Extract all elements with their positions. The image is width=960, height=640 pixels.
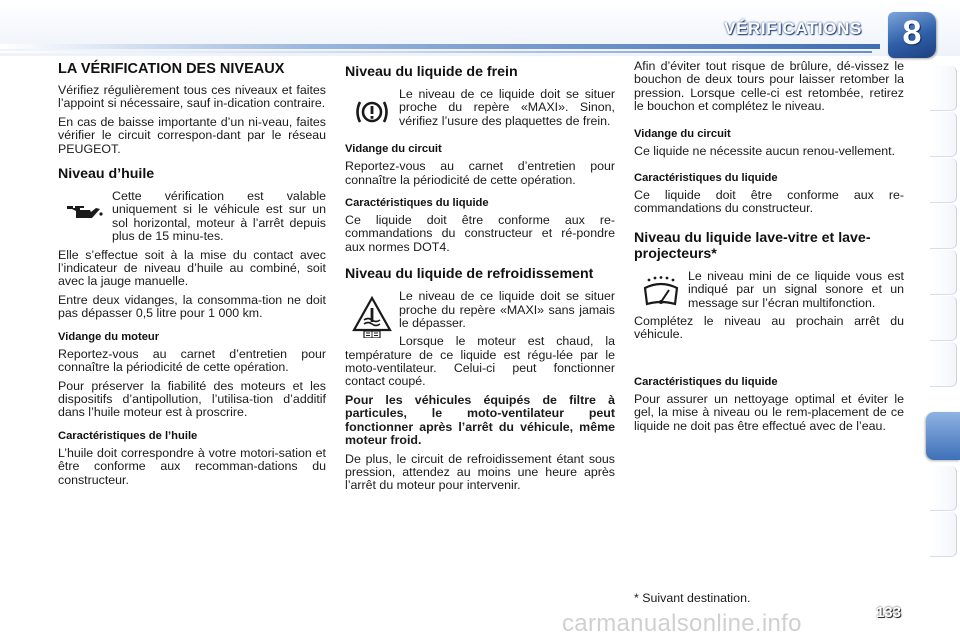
oil-icon-block <box>58 190 326 249</box>
column-middle <box>345 60 615 498</box>
watermark: carmanualsonline.info <box>562 610 802 637</box>
brake-warning-icon <box>345 88 399 126</box>
brake-spec-heading: Caractéristiques du liquide <box>345 197 489 210</box>
washer-icon-block <box>634 270 904 315</box>
chapter-tab-2[interactable] <box>930 112 957 157</box>
engine-drain-heading: Vidange du moteur <box>58 330 160 343</box>
intro-paragraph-2: En cas de baisse importante d’un ni-veau, faites vérifier le circuit correspon-dant par le réseau PEUGEOT. <box>58 114 326 156</box>
header-stripe-thin <box>0 51 872 53</box>
chapter-tab-9[interactable] <box>930 466 957 511</box>
coolant-paragraph-1: Lorsque le moteur est chaud, la température de ce liquide est régu-lée par le moto-ventilateur. Celui-ci peut fonctionner contact coupé. <box>345 334 615 389</box>
chapter-tab-10[interactable] <box>930 512 957 557</box>
oil-paragraph-1: Elle s’effectue soit à la mise du contact avec l’indicateur de niveau d’huile au combiné, soit avec la jauge manuelle. <box>58 247 326 289</box>
brake-drain-heading: Vidange du circuit <box>345 143 442 156</box>
washer-heading: Niveau du liquide lave-vitre et lave-projecteurs* <box>634 229 871 262</box>
footnote: * Suivant destination. <box>634 591 751 605</box>
coolant-warning-icon <box>345 290 399 338</box>
coolant-drain-paragraph: Ce liquide ne nécessite aucun renou-vellement. <box>634 143 896 158</box>
coolant-icon-text: Le niveau de ce liquide doit se situer proche du repère «MAXI» sans jamais le dépasser. <box>399 289 615 331</box>
chapter-tabs <box>926 66 960 576</box>
chapter-tab-1[interactable] <box>930 66 957 111</box>
oil-can-icon <box>58 190 112 222</box>
column-left <box>58 60 326 492</box>
chapter-tab-6[interactable] <box>930 296 957 341</box>
coolant-heading: Niveau du liquide de refroidissement <box>345 266 594 283</box>
engine-drain-paragraph-2: Pour préserver la fiabilité des moteurs et les dispositifs d’antipollution, l’utilisa-tion d’additif dans l’huile moteur est à proscrire. <box>58 378 326 420</box>
brake-icon-block <box>345 88 615 133</box>
engine-drain-paragraph-1: Reportez-vous au carnet d’entretien pour connaître la périodicité de cette opération. <box>58 346 326 375</box>
oil-icon-text: Cette vérification est valable uniquement si le véhicule est sur un sol horizontal, moteur à l’arrêt depuis plus de 15 minu-tes. <box>112 189 326 244</box>
chapter-tab-5[interactable] <box>930 250 957 295</box>
coolant-paragraph-2: De plus, le circuit de refroidissement étant sous pression, attendez au moins une heure après l’arrêt du moteur pour intervenir. <box>345 451 615 493</box>
washer-paragraph: Complétez le niveau au prochain arrêt du véhicule. <box>634 314 904 342</box>
section-title: LA VÉRIFICATION DES NIVEAUX <box>58 61 285 77</box>
chapter-tab-3[interactable] <box>930 158 957 203</box>
brake-spec-paragraph: Ce liquide doit être conforme aux re-commandations du constructeur et ré-pondre aux normes DOT4. <box>345 213 615 254</box>
page-number: 133 <box>876 604 902 621</box>
chapter-number: 8 <box>902 14 922 52</box>
coolant-bold-warning: Pour les véhicules équipés de filtre à particules, le moto-ventilateur peut fonctionner après l’arrêt du véhicule, même moteur froid. <box>345 392 615 448</box>
chapter-tab-8-active[interactable] <box>926 412 960 460</box>
page-title: VÉRIFICATIONS <box>724 19 862 38</box>
coolant-spec-paragraph: Ce liquide doit être conforme aux re-commandations du constructeur. <box>634 188 904 216</box>
oil-level-heading: Niveau d’huile <box>58 166 155 183</box>
chapter-tab-4[interactable] <box>930 204 957 249</box>
washer-icon <box>634 270 688 310</box>
brake-fluid-heading: Niveau du liquide de frein <box>345 64 518 80</box>
coolant-spec-heading: Caractéristiques du liquide <box>634 172 778 185</box>
brake-icon-text: Le niveau de ce liquide doit se situer proche du repère «MAXI». Sinon, vérifiez l’usure des plaquettes de frein. <box>399 87 615 128</box>
oil-paragraph-2: Entre deux vidanges, la consomma-tion ne doit pas dépasser 0,5 litre pour 1 000 km. <box>58 292 326 321</box>
washer-spec-heading: Caractéristiques du liquide <box>634 375 778 388</box>
washer-spec-paragraph: Pour assurer un nettoyage optimal et éviter le gel, la mise à niveau ou le rem-placement de ce liquide ne doit pas être effectué avec de l’eau. <box>634 391 904 433</box>
column-right <box>634 60 904 438</box>
coolant-icon-text-block <box>399 290 615 335</box>
chapter-badge[interactable] <box>888 12 936 58</box>
coolant-drain-heading: Vidange du circuit <box>634 127 731 140</box>
intro-paragraph-1: Vérifiez régulièrement tous ces niveaux et faites l’appoint si nécessaire, sauf in-dication contraire. <box>58 83 326 111</box>
coolant-icon-block <box>345 290 615 338</box>
oil-spec-heading: Caractéristiques de l’huile <box>58 429 198 442</box>
washer-icon-text: Le niveau mini de ce liquide vous est indiqué par un signal sonore et un message sur l’écran multifonction. <box>688 268 904 310</box>
burn-warning-paragraph: Afin d’éviter tout risque de brûlure, dé-vissez le bouchon de deux tours pour laisser retomber la pression. Lorsque celle-ci est retombée, retirez le bouchon et complétez le niveau. <box>634 59 904 114</box>
brake-drain-paragraph: Reportez-vous au carnet d’entretien pour connaître la périodicité de cette opération. <box>345 159 615 187</box>
header-stripe <box>0 44 880 49</box>
oil-spec-paragraph: L’huile doit correspondre à votre motori-sation et être conforme aux recomman-dations du constructeur. <box>58 445 326 487</box>
chapter-tab-7[interactable] <box>930 342 957 387</box>
